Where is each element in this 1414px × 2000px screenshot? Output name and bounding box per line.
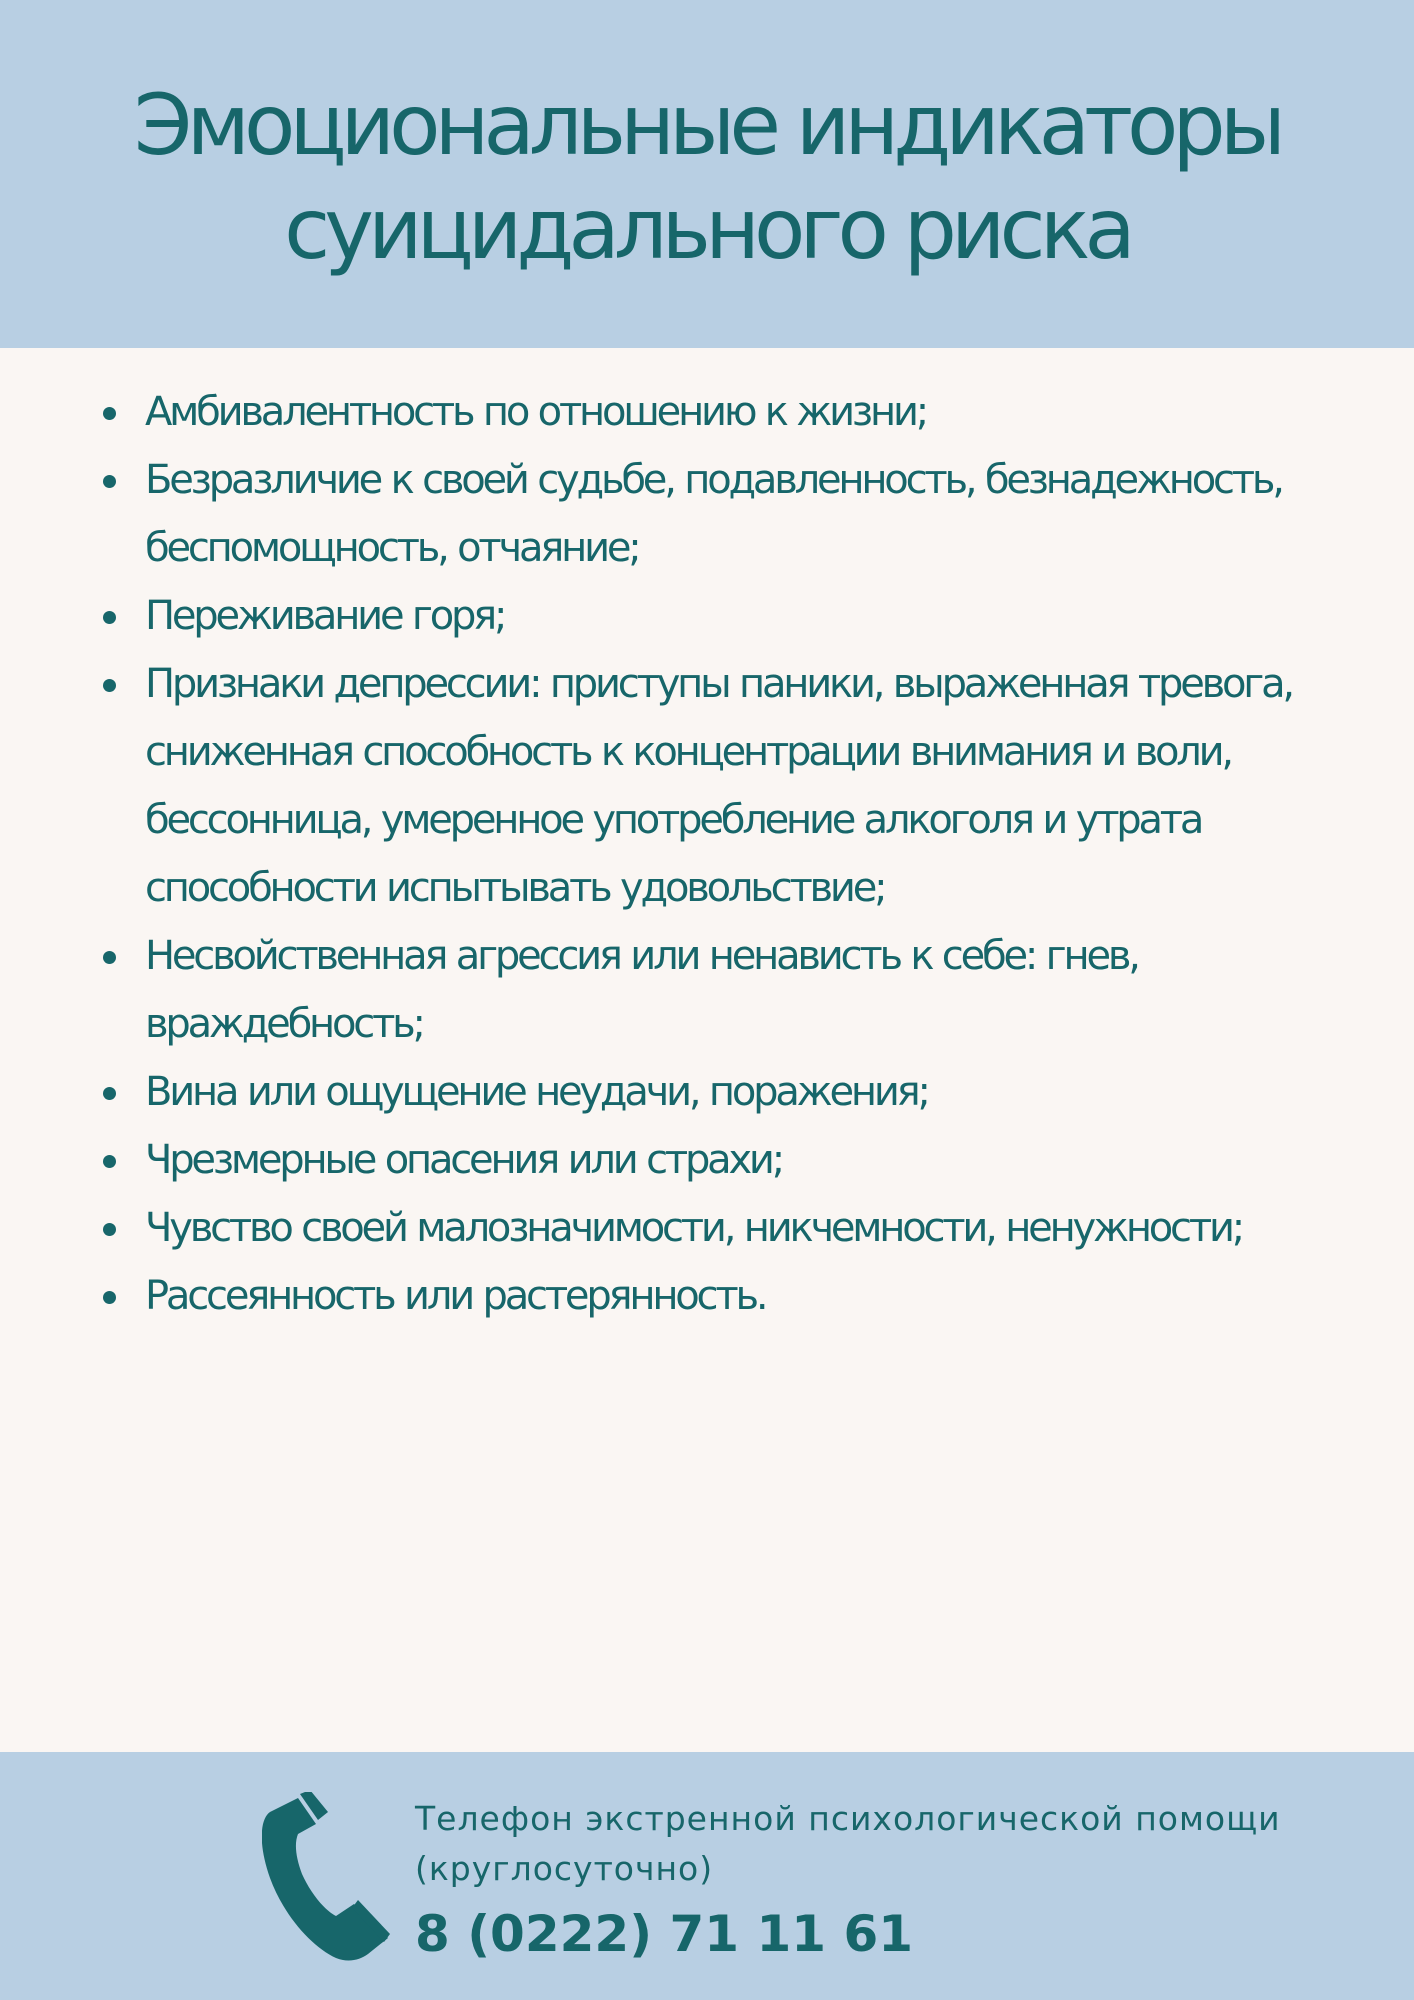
bullet-icon xyxy=(103,679,116,692)
list-item xyxy=(145,922,1315,1058)
list-item xyxy=(145,446,1315,582)
list-item-text: Чувство своей малозначимости, никчемности, ненужности; xyxy=(145,1205,1243,1251)
list-item-text: Амбивалентность по отношению к жизни; xyxy=(145,389,927,435)
page-title: Эмоциональные индикаторы суицидального риска xyxy=(133,76,1281,278)
list-item xyxy=(145,650,1315,922)
list-item xyxy=(145,1262,1315,1330)
list-item-text: Признаки депрессии: приступы паники, выраженная тревога, сниженная способность к концентрации внимания и воли, бессонница, умеренное употребление алкоголя и утрата способности испытывать удовольствие; xyxy=(145,661,1292,911)
header-band xyxy=(0,0,1414,348)
hotline-label: Телефон экстренной психологической помощи (круглосуточно) xyxy=(415,1799,1281,1888)
list-item-text: Несвойственная агрессия или ненависть к себе: гнев, враждебность; xyxy=(145,933,1138,1047)
bullet-icon xyxy=(103,951,116,964)
list-item xyxy=(145,1058,1315,1126)
list-item-text: Рассеянность или растерянность. xyxy=(145,1273,766,1319)
phone-icon xyxy=(262,1792,392,1962)
bullet-icon xyxy=(103,1291,116,1304)
bullet-icon xyxy=(103,611,116,624)
list-item xyxy=(145,378,1315,446)
bullet-icon xyxy=(103,407,116,420)
bullet-icon xyxy=(103,1155,116,1168)
footer-band xyxy=(0,1752,1414,2000)
list-item-text: Переживание горя; xyxy=(145,593,505,639)
list-item-text: Чрезмерные опасения или страхи; xyxy=(145,1137,783,1183)
bullet-icon xyxy=(103,1087,116,1100)
list-item xyxy=(145,582,1315,650)
hotline-phone-number[interactable]: 8 (0222) 71 11 61 xyxy=(415,1905,914,1963)
bullet-icon xyxy=(103,475,116,488)
bullet-icon xyxy=(103,1223,116,1236)
list-item-text: Безразличие к своей судьбе, подавленность, безнадежность, беспомощность, отчаяние; xyxy=(145,457,1282,571)
list-item-text: Вина или ощущение неудачи, поражения; xyxy=(145,1069,928,1115)
content-area xyxy=(0,348,1414,1752)
list-item xyxy=(145,1194,1315,1262)
indicator-list xyxy=(145,378,1315,1330)
list-item xyxy=(145,1126,1315,1194)
